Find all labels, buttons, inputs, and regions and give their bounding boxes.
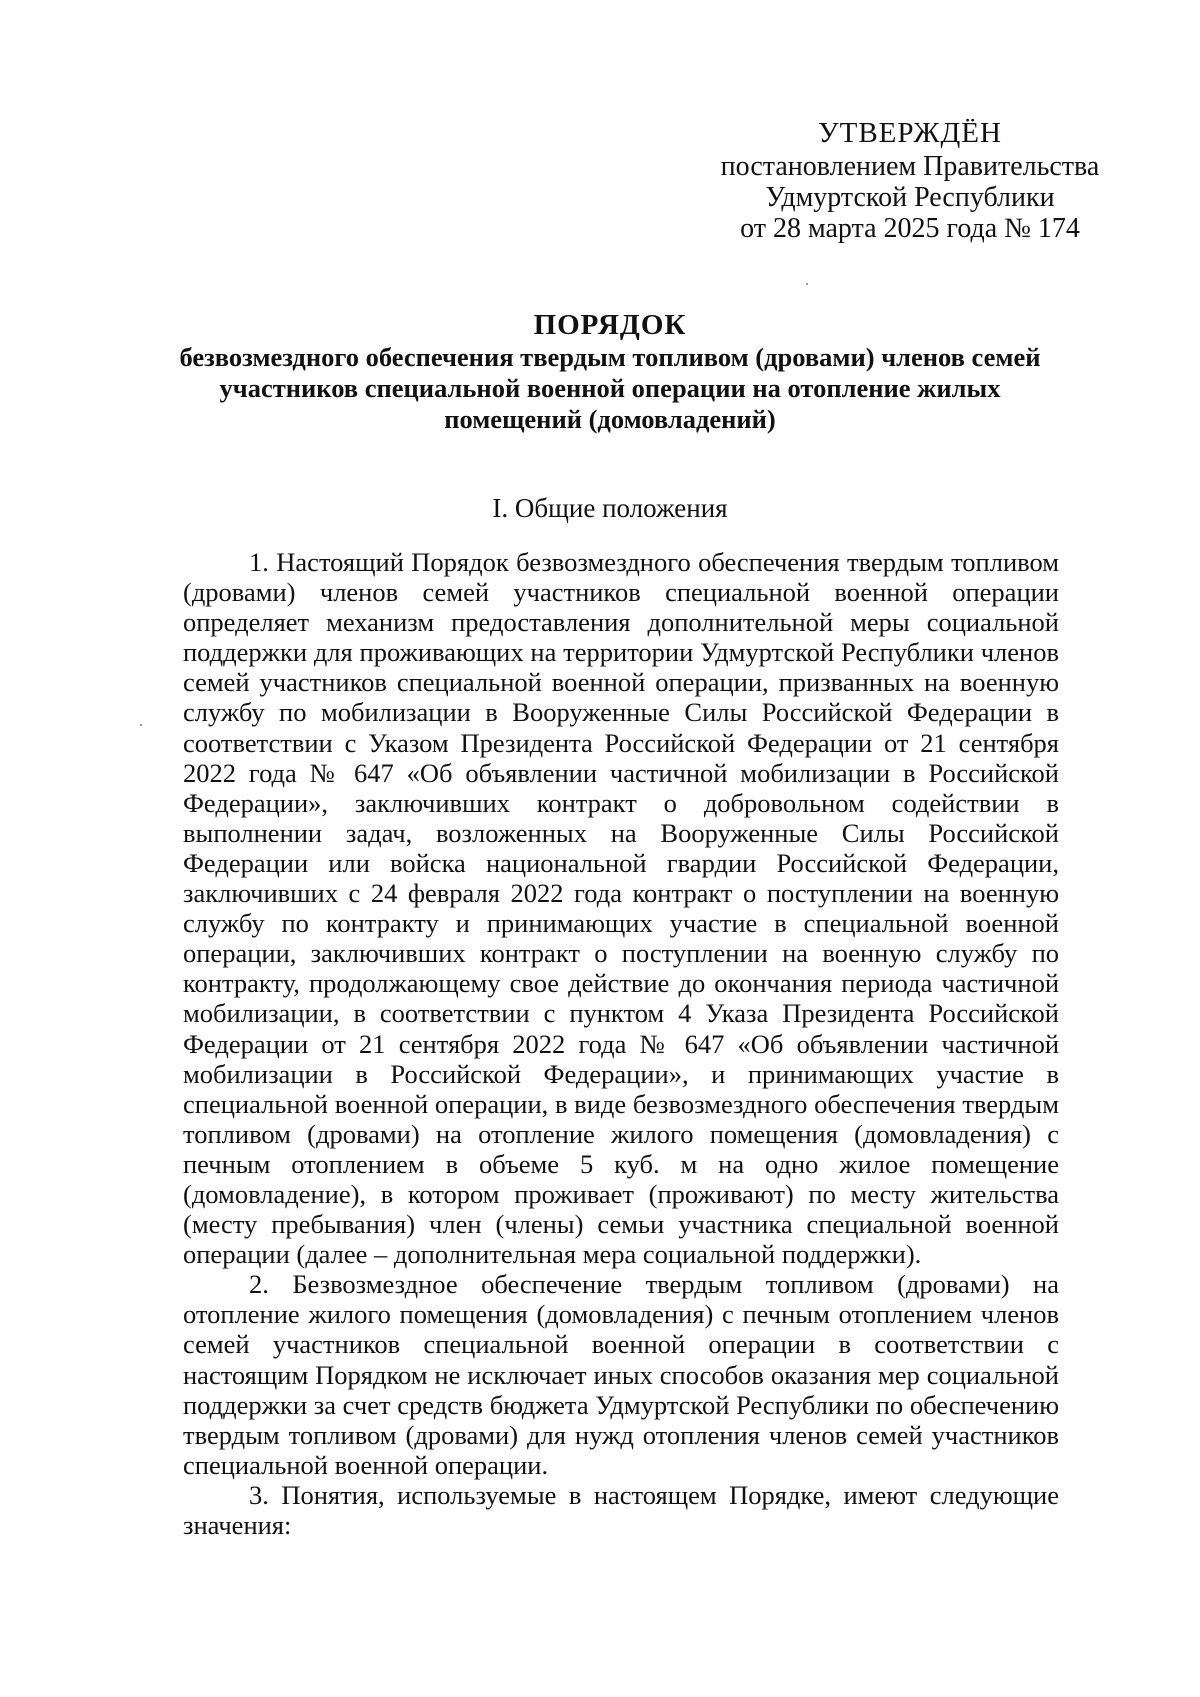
approval-line-2: Удмуртской Республики xyxy=(765,182,1055,213)
approval-line-3: от 28 марта 2025 года № 174 xyxy=(740,213,1080,244)
approval-stamp xyxy=(700,118,1120,244)
section-heading: I. Общие положения xyxy=(492,493,728,523)
approval-title: УТВЕРЖДЁН xyxy=(818,117,1002,149)
document-title: ПОРЯДОК xyxy=(533,309,687,341)
paragraph-2: 2. Безвозмездное обеспечение твердым топливом (дровами) на отопление жилого помещения (домовладения) с печным отоплением членов семей участников специальной военной операции в соответствии с настоящим Порядком не исключает иных способов оказания мер социальной поддержки за счет средств бюджета Удмуртской Республики по обеспечению твердым топливом (дровами) для нужд отопления членов семей участников специальной военной операции. xyxy=(183,1269,1059,1480)
scan-speck xyxy=(140,724,142,726)
document-title-block xyxy=(170,308,1050,435)
document-body xyxy=(183,547,1059,1540)
scan-speck xyxy=(806,283,808,285)
paragraph-1: 1. Настоящий Порядок безвозмездного обеспечения твердым топливом (дровами) членов семей участников специальной военной операции определяет механизм предоставления дополнительной меры социальной поддержки для проживающих на территории Удмуртской Республики членов семей участников специальной военной операции, призванных на военную службу по мобилизации в Вооруженные Силы Российской Федерации в соответствии с Указом Президента Российской Федерации от 21 сентября 2022 года № 647 «Об объявлении частичной мобилизации в Российской Федерации», заключивших контракт о добровольном содействии в выполнении задач, возложенных на Вооруженные Силы Российской Федерации или войска национальной гвардии Российской Федерации, заключивших с 24 февраля 2022 года контракт о поступлении на военную службу по контракту и принимающих участие в специальной военной операции, заключивших контракт о поступлении на военную службу по контракту, продолжающему свое действие до окончания периода частичной мобилизации, в соответствии с пунктом 4 Указа Президента Российской Федерации от 21 сентября 2022 года № 647 «Об объявлении частичной мобилизации в Российской Федерации», и принимающих участие в специальной военной операции, в виде безвозмездного обеспечения твердым топливом (дровами) на отопление жилого помещения (домовладения) с печным отоплением в объеме 5 куб. м на одно жилое помещение (домовладение), в котором проживает (проживают) по месту жительства (месту пребывания) член (члены) семьи участника специальной военной операции (далее – дополнительная мера социальной поддержки). xyxy=(183,547,1059,1270)
document-subtitle: безвозмездного обеспечения твердым топливом (дровами) членов семей участников специальной военной операции на отопление жилых помещений (домовладений) xyxy=(179,342,1041,434)
approval-line-1: постановлением Правительства xyxy=(720,151,1100,182)
paragraph-3: 3. Понятия, используемые в настоящем Порядке, имеют следующие значения: xyxy=(183,1479,1059,1540)
